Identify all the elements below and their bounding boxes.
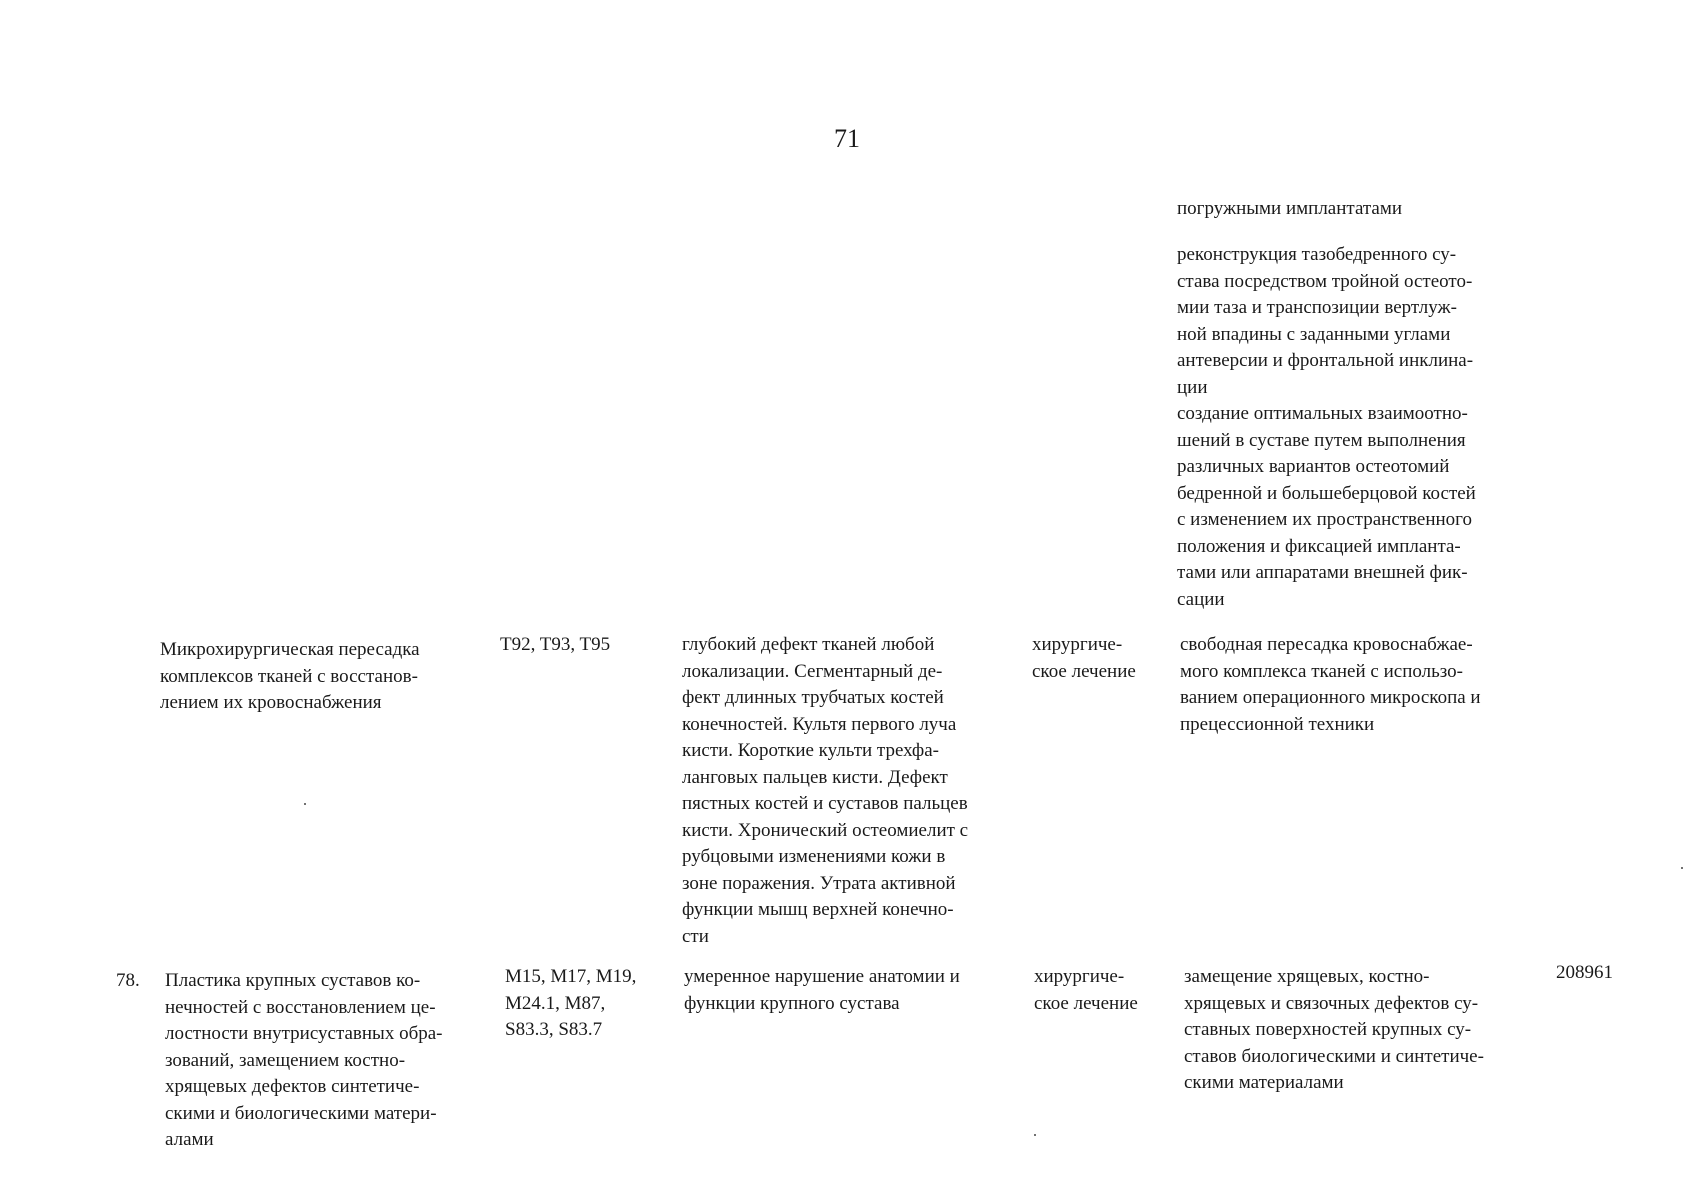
text-line: погружными имплантатами [1177,198,1403,219]
row-1-name [160,637,420,717]
row-78-cost: 208961 [1556,962,1613,983]
text-line: S83.3, S83.7 [505,1019,603,1040]
text-line: Пластика крупных суставов ко- [165,970,421,991]
text-line: мого комплекса тканей с использо- [1180,660,1463,682]
text-line: тами или аппаратами внешней фик- [1177,562,1468,583]
text-line: пястных костей и суставов пальцев [682,793,968,814]
text-line: лостности внутрисуставных обра- [165,1023,443,1044]
page-number: 71 [834,124,860,153]
text-line: бедренной и большеберцовой костей [1177,482,1476,504]
method-continuation-2 [1177,242,1476,613]
text-line: комплексов тканей с восстанов- [160,665,418,687]
text-line: антеверсии и фронтальной инклина- [1177,350,1474,371]
text-line: зований, замещением костно- [165,1049,406,1071]
text-line: локализации. Сегментарный де- [682,660,943,682]
text-line: хирургиче- [1032,634,1123,655]
text-line: алами [165,1129,214,1150]
text-line: ское лечение [1034,992,1138,1014]
text-line: рубцовыми изменениями кожи в [682,846,946,867]
text-line: Микрохирургическая пересадка [160,639,420,660]
text-line: ставных поверхностей крупных су- [1184,1019,1472,1040]
text-line: зоне поражения. Утрата активной [682,872,956,894]
text-line: M24.1, M87, [505,992,606,1014]
text-line: хрящевых и связочных дефектов су- [1184,992,1479,1014]
text-line: сти [682,925,709,947]
text-line: скими материалами [1184,1072,1344,1093]
text-line: кисти. Короткие культи трехфа- [682,740,940,761]
text-line: фект длинных трубчатых костей [682,687,944,708]
text-line: шений в суставе путем выполнения [1177,429,1466,451]
row-1-codes [500,632,610,659]
scan-speck [1034,1134,1036,1136]
text-line: ции [1177,376,1208,398]
text-line: ставов биологическими и синтетиче- [1184,1045,1484,1067]
text-line: прецессионной техники [1180,713,1375,735]
text-line: лением их кровоснабжения [160,692,382,713]
text-line: функции крупного сустава [684,992,900,1014]
row-78-codes [505,964,636,1044]
text-line: нечностей с восстановлением це- [165,996,436,1018]
text-line: мии таза и транспозиции вертлуж- [1177,297,1457,318]
scan-speck [304,803,306,805]
text-line: замещение хрящевых, костно- [1184,966,1430,987]
text-line: функции мышц верхней конечно- [682,899,954,920]
text-line: T92, T93, T95 [500,634,611,655]
text-line: глубокий дефект тканей любой [682,634,935,655]
row-1-patient-model [682,632,968,950]
text-line: ланговых пальцев кисти. Дефект [682,766,948,788]
text-line: свободная пересадка кровоснабжае- [1180,634,1473,655]
text-line: ной впадины с заданными углами [1177,323,1451,345]
row-1-treatment-type [1032,632,1136,685]
text-line: умеренное нарушение анатомии и [684,966,960,987]
row-78-treatment-type [1034,964,1138,1017]
scan-speck [1681,867,1683,869]
text-line: ское лечение [1032,660,1136,682]
row-78-patient-model [684,964,960,1017]
text-line: реконструкция тазобедренного су- [1177,244,1457,265]
text-line: хрящевых дефектов синтетиче- [165,1076,420,1097]
text-line: сации [1177,588,1225,610]
row-1-treatment-method [1180,632,1481,738]
row-78-treatment-method [1184,964,1484,1097]
text-line: става посредством тройной остеото- [1177,270,1473,292]
text-line: M15, M17, M19, [505,966,637,987]
text-line: создание оптимальных взаимоотно- [1177,403,1468,424]
text-line: различных вариантов остеотомий [1177,456,1450,477]
row-78-name [165,968,443,1154]
text-line: конечностей. Культя первого луча [682,713,957,735]
text-line: кисти. Хронический остеомиелит с [682,819,969,841]
text-line: с изменением их пространственного [1177,509,1473,530]
text-line: положения и фиксацией импланта- [1177,535,1461,557]
text-line: скими и биологическими матери- [165,1102,437,1124]
text-line: хирургиче- [1034,966,1125,987]
text-line: ванием операционного микроскопа и [1180,687,1481,708]
method-continuation-1 [1177,196,1402,223]
row-78-number: 78. [116,970,140,991]
